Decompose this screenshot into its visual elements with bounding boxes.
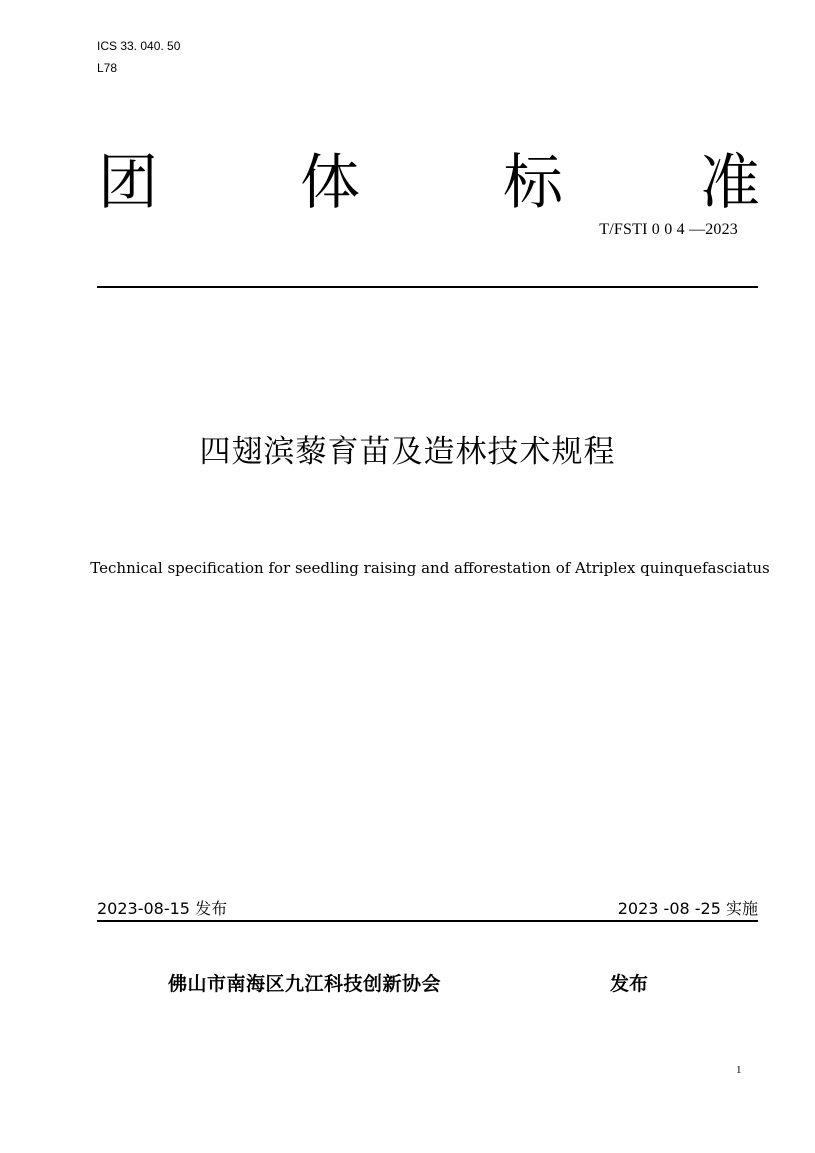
publisher-name: 佛山市南海区九江科技创新协会: [168, 973, 442, 995]
bottom-divider: [97, 920, 758, 922]
heading-char-1: 团: [98, 148, 158, 218]
heading-char-2: 体: [300, 148, 360, 218]
heading-char-4: 准: [700, 148, 760, 218]
publisher-issue-label: 发布: [610, 973, 649, 995]
document-title-english: Technical specification for seedling raising and afforestation of Atriplex quinquefasciatus: [90, 559, 770, 577]
page-number: 1: [736, 1064, 742, 1076]
top-divider: [97, 286, 758, 288]
ics-code: ICS 33. 040. 50: [97, 39, 181, 53]
issue-date: 2023-08-15 发布: [97, 899, 228, 918]
heading-char-3: 标: [503, 148, 563, 218]
implementation-date: 2023 -08 -25 实施: [617, 899, 758, 918]
standard-code: T/FSTI 0 0 4 —2023: [599, 221, 738, 238]
classification-code: L78: [97, 61, 118, 75]
document-title-chinese: 四翅滨藜育苗及造林技术规程: [199, 434, 616, 470]
